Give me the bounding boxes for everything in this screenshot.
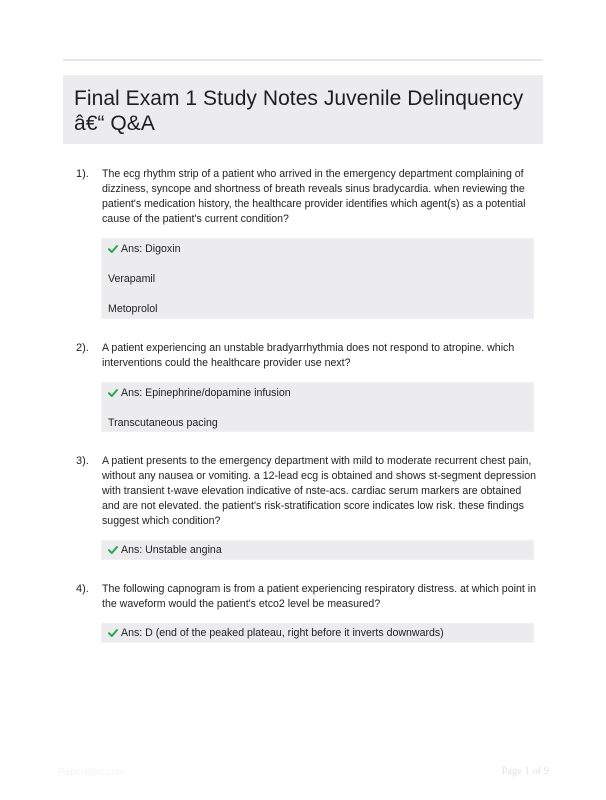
check-icon [108, 628, 118, 638]
answer-option [102, 413, 533, 443]
answer-options [101, 623, 534, 643]
document-title: Final Exam 1 Study Notes Juvenile Delinquency â€“ Q&A [74, 87, 524, 135]
answer-label: Ans: Epinephrine/dopamine infusion [121, 387, 291, 399]
answer-label: Metoprolol [108, 303, 158, 315]
answer-label: Transcutaneous pacing [108, 417, 218, 429]
question-number: 1). [76, 168, 89, 180]
answer-label: Ans: Digoxin [121, 243, 181, 255]
title-banner [63, 75, 543, 144]
answer-options [101, 540, 534, 560]
check-icon [108, 545, 118, 555]
question-text: A patient presents to the emergency department with mild to moderate recurrent chest pain, without any nausea or vomiting. a 12-lead ecg is obtained and shows st-segment depression with transient t-wave elevation indicative of nste-acs. cardiac serum markers are obtained and are not elevated. the patient's risk-stratification score indicates low risk. these findings suggest which condition? [102, 455, 537, 528]
answer-option [102, 299, 533, 329]
answer-label: Verapamil [108, 273, 156, 285]
page-indicator: Page 1 of 9 [501, 766, 549, 777]
answer-options [101, 238, 534, 319]
answer-option-correct [102, 624, 533, 643]
check-icon [108, 244, 118, 254]
answer-option-correct [102, 239, 533, 269]
answer-option [102, 269, 533, 299]
top-divider [63, 59, 543, 61]
answer-option-correct [102, 541, 533, 560]
answer-label: Ans: D (end of the peaked plateau, right before it inverts downwards) [121, 627, 444, 639]
check-icon [108, 388, 118, 398]
question-text: The following capnogram is from a patient experiencing respiratory distress. at which point in the waveform would the patient's etco2 level be measured? [102, 583, 536, 611]
answer-option-correct [102, 383, 533, 413]
question-number: 4). [76, 583, 89, 595]
question-text: A patient experiencing an unstable bradyarrhythmia does not respond to atropine. which interventions could the healthcare provider use next? [102, 342, 515, 370]
footer-watermark: PaperBitic.com [58, 767, 126, 778]
question-number: 3). [76, 455, 89, 467]
question-text: The ecg rhythm strip of a patient who arrived in the emergency department complaining of dizziness, syncope and shortness of breath reveals sinus bradycardia. when reviewing the patient's medication history, the healthcare provider identifies which agent(s) as a potential cause of the patient's current condition? [102, 168, 526, 226]
answer-options [101, 382, 534, 432]
answer-label: Ans: Unstable angina [121, 544, 222, 556]
question-number: 2). [76, 342, 89, 354]
